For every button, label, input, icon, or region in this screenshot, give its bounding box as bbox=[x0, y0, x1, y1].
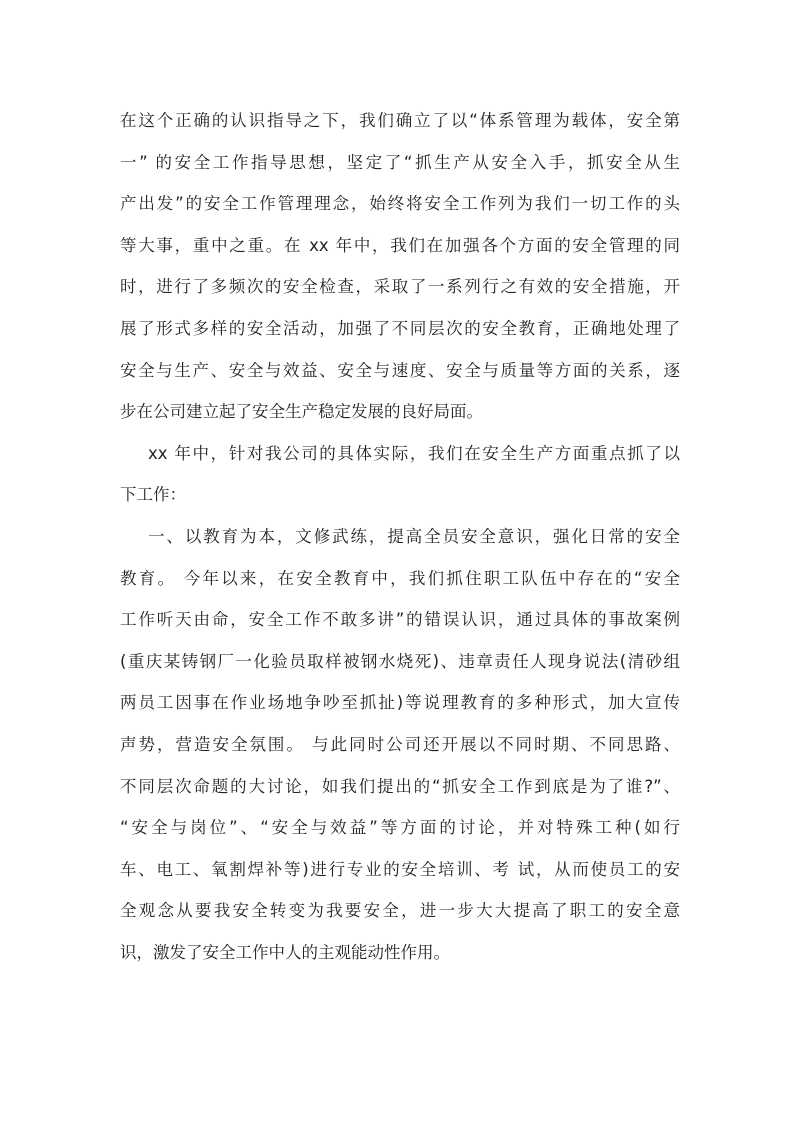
text-line-19: 车、电工、氧割焊补等)进行专业的安全培训、考 试，从而使员工的安 bbox=[120, 859, 680, 879]
text-line-20: 全观念从要我安全转变为我要安全，进一步大大提高了职工的安全意 bbox=[120, 901, 680, 921]
text-line-11: 一、以教育为本，文修武练，提高全员安全意识，强化日常的安全 bbox=[148, 526, 680, 546]
text-line-12: 教育。 今年以来，在安全教育中，我们抓住职工队伍中存在的“安全 bbox=[120, 568, 680, 588]
text-line-21: 识，激发了安全工作中人的主观能动性作用。 bbox=[120, 942, 450, 962]
text-line-8: 步在公司建立起了安全生产稳定发展的良好局面。 bbox=[120, 402, 483, 422]
text-line-2: 一” 的安全工作指导思想，坚定了“抓生产从安全入手，抓安全从生 bbox=[120, 152, 680, 172]
text-line-13: 工作听天由命，安全工作不敢多讲”的错误认识，通过具体的事故案例 bbox=[120, 610, 680, 630]
text-line-3: 产出发”的安全工作管理理念，始终将安全工作列为我们一切工作的头 bbox=[120, 194, 680, 214]
text-line-7: 安全与生产、安全与效益、安全与速度、安全与质量等方面的关系，逐 bbox=[120, 360, 680, 380]
text-line-6: 展了形式多样的安全活动，加强了不同层次的安全教育，正确地处理了 bbox=[120, 318, 680, 338]
text-line-10: 下工作： bbox=[120, 485, 186, 505]
text-line-17: 不同层次命题的大讨论，如我们提出的“抓安全工作到底是为了谁?”、 bbox=[120, 776, 680, 796]
document-body bbox=[120, 100, 680, 973]
text-line-16: 声势，营造安全氛围。 与此同时公司还开展以不同时期、不同思路、 bbox=[120, 734, 680, 754]
text-line-14: (重庆某铸钢厂一化验员取样被钢水烧死)、违章责任人现身说法(清砂组 bbox=[120, 651, 680, 671]
text-line-5: 时，进行了多频次的安全检查，采取了一系列行之有效的安全措施，开 bbox=[120, 277, 680, 297]
text-line-9: xx 年中，针对我公司的具体实际，我们在安全生产方面重点抓了以 bbox=[148, 443, 680, 463]
text-line-4: 等大事，重中之重。在 xx 年中，我们在加强各个方面的安全管理的同 bbox=[120, 235, 680, 255]
text-line-15: 两员工因事在作业场地争吵至抓扯)等说理教育的多种形式，加大宣传 bbox=[120, 693, 680, 713]
text-line-1: 在这个正确的认识指导之下，我们确立了以“体系管理为载体，安全第 bbox=[120, 111, 680, 130]
text-line-18: “安全与岗位”、“安全与效益”等方面的讨论，并对特殊工种(如行 bbox=[120, 818, 680, 838]
